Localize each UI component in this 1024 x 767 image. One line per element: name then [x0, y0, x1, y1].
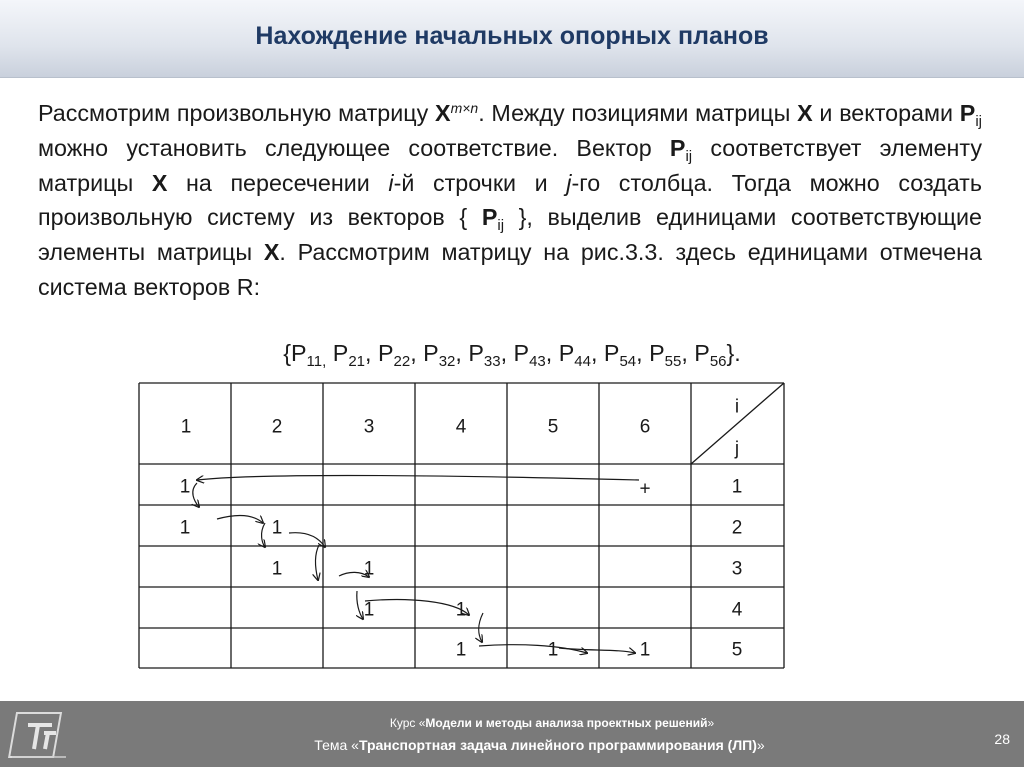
formula-item	[513, 340, 546, 370]
formula-subscript: 43	[529, 353, 546, 370]
cycle-arrow	[559, 648, 635, 653]
topic-name: Транспортная задача линейного программирования (ЛП)	[358, 737, 757, 753]
cycle-arrow	[357, 591, 363, 619]
brace-open: {	[283, 340, 291, 366]
matrix-one: 1	[639, 639, 651, 661]
formula-base: P	[291, 340, 307, 366]
course-name: Модели и методы анализа проектных решений	[425, 716, 708, 730]
formula-item	[603, 340, 637, 370]
vector-system-formula: {$P_{11,}$ $P_{21}$, $P_{22}$, $P_{32}$, $P_{33}$, $P_{43}$, $P_{44}$, $P_{54}$, $P_{55}$, $P_{56}$}.	[283, 340, 741, 370]
column-header: 6	[639, 416, 651, 438]
matrix-symbol: X	[797, 100, 813, 126]
cycle-arrow	[289, 533, 325, 547]
caption-text: »	[756, 737, 765, 753]
dimension-superscript: m×n	[450, 100, 479, 116]
text-run: -й строчки и	[393, 169, 567, 196]
caption-text: Тема «	[314, 737, 359, 753]
matrix-one: 1	[179, 517, 191, 538]
cycle-arrow	[193, 483, 199, 507]
vector-subscript: ij	[497, 217, 505, 235]
matrix-one: 1	[455, 639, 467, 661]
row-label: 2	[731, 517, 743, 538]
cycle-arrow	[316, 545, 320, 580]
matrix-one: 1	[455, 599, 467, 620]
formula-item	[649, 340, 682, 370]
formula-subscript: 33	[483, 353, 501, 370]
formula-item	[291, 340, 327, 370]
text-run: можно установить следующее соответствие. Вектор	[38, 134, 670, 161]
slide-footer	[0, 701, 1024, 767]
formula-base: P	[649, 340, 665, 366]
text-run: соответствует элементу матрицы	[38, 134, 982, 196]
matrix-symbol: X	[263, 239, 280, 266]
formula-item	[377, 340, 411, 370]
formula-subscript: 55	[664, 353, 682, 370]
vector-subscript: ij	[685, 147, 693, 165]
text-run: . Рассмотрим матрицу на рис.3.3. здесь единицами отмечена система векторов R:	[38, 239, 982, 300]
index-i: i	[388, 169, 394, 196]
page-number: 28	[994, 731, 1010, 747]
formula-base: P	[694, 340, 710, 366]
matrix-one: 1	[547, 639, 559, 661]
row-label: 5	[731, 639, 743, 661]
formula-base: P	[423, 340, 439, 366]
caption-text: »	[707, 716, 715, 730]
formula-subscript: 56	[709, 353, 727, 370]
index-j: j	[566, 169, 572, 196]
formula-subscript: 21	[348, 353, 366, 370]
matrix-symbol: X	[151, 169, 168, 196]
row-label: 3	[731, 558, 743, 579]
formula-base: P	[468, 340, 484, 366]
formula-subscript: 11,	[306, 353, 327, 370]
matrix-symbol: X	[435, 100, 451, 126]
vector-symbol: P	[669, 134, 686, 161]
formula-base: P	[332, 340, 349, 366]
matrix-one: 1	[363, 558, 375, 579]
formula-item	[694, 340, 727, 370]
column-header: 4	[455, 416, 467, 438]
matrix-table	[139, 383, 784, 668]
vector-subscript: ij	[975, 113, 983, 130]
matrix-one: 1	[271, 558, 283, 579]
vector-symbol: P	[959, 100, 976, 126]
plus-mark: +	[639, 478, 651, 499]
formula-subscript: 32	[438, 353, 456, 370]
body-paragraph	[38, 96, 982, 305]
text-run: . Между позициями матрицы	[478, 100, 798, 126]
topic-caption	[0, 737, 1024, 753]
formula-subscript: 54	[619, 353, 637, 370]
formula-item	[332, 340, 366, 370]
row-label: 4	[731, 599, 743, 620]
course-caption	[0, 716, 1024, 730]
formula-item	[558, 340, 591, 370]
column-header: 5	[547, 416, 559, 438]
text-run: Рассмотрим произвольную матрицу	[38, 100, 436, 126]
corner-index-j: j	[734, 438, 740, 460]
corner-index-i: i	[734, 396, 740, 418]
formula-item	[468, 340, 501, 370]
formula-subscript: 22	[393, 353, 411, 370]
formula-base: P	[377, 340, 394, 366]
cycle-arrow	[217, 516, 263, 523]
formula-base: P	[513, 340, 530, 366]
cycle-arrow	[262, 523, 265, 547]
column-header: 2	[271, 416, 283, 438]
column-header: 3	[363, 416, 375, 438]
matrix-one: 1	[363, 599, 375, 620]
slide-title: Нахождение начальных опорных планов	[255, 22, 769, 50]
vector-symbol: P	[481, 204, 498, 231]
formula-subscript: 44	[574, 353, 591, 370]
row-label: 1	[731, 476, 743, 497]
matrix-one: 1	[179, 476, 191, 497]
caption-text: Курс «	[389, 716, 426, 730]
formula-base: P	[558, 340, 575, 366]
text-run: }, выделив единицами соответствующие элементы матрицы	[38, 204, 982, 266]
formula-base: P	[603, 340, 620, 366]
formula-item	[423, 340, 456, 370]
text-run: и векторами	[812, 100, 960, 126]
text-run: на пересечении	[167, 169, 389, 196]
cycle-arrow	[365, 600, 469, 615]
column-header: 1	[180, 416, 192, 438]
slide-header	[0, 0, 1024, 78]
cycle-arrow	[197, 475, 639, 480]
text-run: -го столбца. Тогда можно создать произвольную систему из векторов {	[38, 169, 982, 231]
brace-close: }.	[726, 340, 741, 366]
matrix-one: 1	[271, 517, 283, 538]
